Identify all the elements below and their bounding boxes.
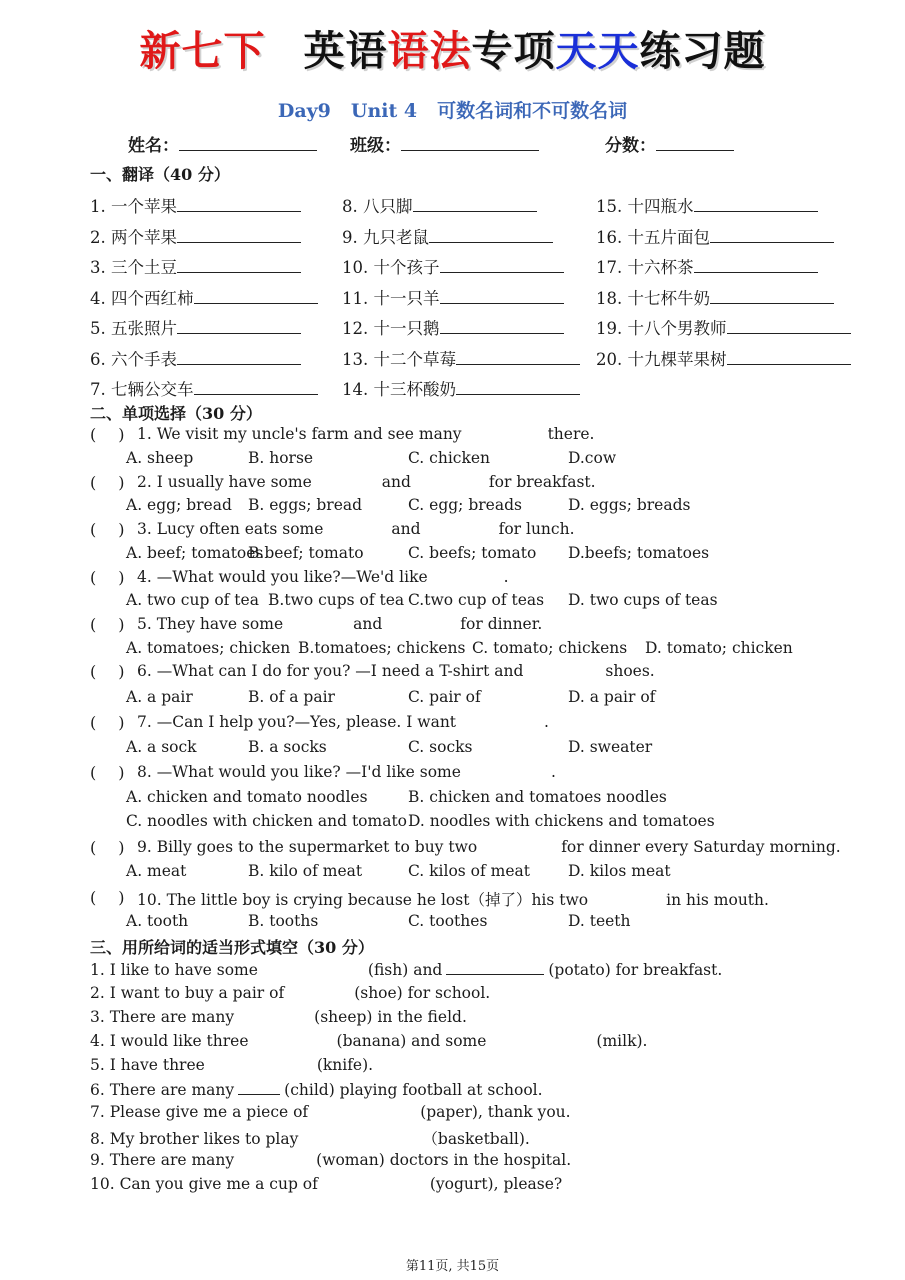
score-label: 分数： bbox=[605, 136, 656, 156]
fill-blank[interactable] bbox=[446, 960, 544, 975]
translation-prompt: 14. 十三杯酸奶 bbox=[342, 380, 456, 399]
fill-text: (sheep) in the field. bbox=[314, 1007, 467, 1026]
fill-text: (yogurt), please? bbox=[429, 1175, 563, 1194]
choice-option[interactable]: B.two cups of tea bbox=[268, 591, 405, 609]
answer-bracket[interactable] bbox=[90, 763, 125, 782]
bracket-close: ) bbox=[118, 520, 125, 539]
choice-option[interactable]: D. tomato; chicken bbox=[645, 639, 793, 657]
translation-prompt: 18. 十七杯牛奶 bbox=[596, 288, 710, 308]
bracket-open: ( bbox=[90, 425, 97, 444]
stem-text: for breakfast. bbox=[488, 473, 596, 491]
class-label: 班级： bbox=[350, 136, 401, 156]
fill-text: (milk). bbox=[596, 1031, 648, 1050]
stem-text: . bbox=[544, 713, 549, 731]
stem-text: 4. —What would you like?—We'd like bbox=[137, 568, 428, 586]
choice-option[interactable]: C. egg; breads bbox=[408, 496, 522, 514]
bracket-close: ) bbox=[118, 888, 125, 907]
answer-blank[interactable] bbox=[694, 257, 818, 273]
subtitle-topic: 可数名词和不可数名词 bbox=[437, 100, 628, 122]
question-stem bbox=[137, 473, 596, 491]
subtitle-day: Day9 bbox=[277, 100, 331, 122]
choice-option[interactable]: D. sweater bbox=[568, 738, 653, 756]
fill-text: 1. I like to have some bbox=[90, 961, 258, 979]
fill-text: (woman) doctors in the hospital. bbox=[316, 1151, 572, 1170]
choice-option[interactable]: D. eggs; breads bbox=[568, 496, 691, 514]
choice-option[interactable]: D.beefs; tomatoes bbox=[568, 544, 710, 562]
choice-option[interactable]: B. of a pair bbox=[248, 688, 335, 706]
answer-blank[interactable] bbox=[177, 349, 301, 365]
translation-prompt: 17. 十六杯茶 bbox=[596, 258, 694, 277]
bracket-close: ) bbox=[118, 838, 125, 857]
translation-item bbox=[596, 346, 851, 370]
fill-item bbox=[90, 1175, 562, 1193]
choice-option[interactable]: D. teeth bbox=[568, 912, 631, 930]
fill-text: 4. I would like three bbox=[90, 1031, 249, 1050]
translation-prompt: 20. 十九棵苹果树 bbox=[596, 349, 727, 369]
stem-text: there. bbox=[547, 425, 595, 443]
translation-item bbox=[596, 193, 818, 217]
translation-item bbox=[90, 224, 301, 248]
answer-bracket[interactable] bbox=[90, 888, 125, 907]
answer-blank[interactable] bbox=[440, 288, 564, 304]
choice-option[interactable]: A. egg; bread bbox=[126, 496, 232, 514]
fill-text: (knife). bbox=[316, 1055, 374, 1074]
fill-text: (potato) for breakfast. bbox=[548, 961, 723, 979]
answer-blank[interactable] bbox=[413, 196, 537, 212]
translation-prompt: 11. 十一只羊 bbox=[342, 288, 440, 308]
stem-text: for dinner every Saturday morning. bbox=[561, 838, 841, 856]
translation-prompt: 8. 八只脚 bbox=[342, 197, 413, 216]
bracket-open: ( bbox=[90, 713, 97, 732]
bracket-open: ( bbox=[90, 568, 97, 587]
fill-item bbox=[90, 1151, 571, 1169]
translation-prompt: 13. 十二个草莓 bbox=[342, 349, 456, 369]
translation-prompt: 9. 九只老鼠 bbox=[342, 227, 429, 247]
fill-text: (shoe) for school. bbox=[354, 983, 491, 1002]
choice-option[interactable]: A. two cup of tea bbox=[126, 591, 259, 609]
stem-text: 8. —What would you like? —I'd like some bbox=[137, 763, 461, 781]
choice-option[interactable]: B.tomatoes; chickens bbox=[298, 639, 466, 657]
name-label: 姓名： bbox=[128, 136, 179, 156]
choice-option[interactable]: C. toothes bbox=[408, 912, 488, 930]
stem-text: for lunch. bbox=[498, 520, 575, 538]
stem-text: 10. The little boy is crying because he lost（掉了）his two bbox=[137, 891, 589, 909]
choice-option[interactable]: C. noodles with chicken and tomato bbox=[126, 812, 408, 830]
answer-blank[interactable] bbox=[710, 227, 834, 243]
answer-bracket[interactable] bbox=[90, 425, 125, 444]
translation-prompt: 3. 三个土豆 bbox=[90, 258, 177, 277]
fill-item bbox=[90, 984, 490, 1002]
stem-text: 7. —Can I help you?—Yes, please. I want bbox=[137, 713, 457, 731]
choice-option[interactable]: D. noodles with chickens and tomatoes bbox=[408, 812, 715, 830]
translation-item bbox=[90, 193, 301, 217]
choice-option[interactable]: C. kilos of meat bbox=[408, 862, 531, 880]
answer-blank[interactable] bbox=[429, 227, 553, 243]
fill-blank[interactable] bbox=[234, 1151, 316, 1165]
bracket-open: ( bbox=[90, 662, 97, 681]
bracket-open: ( bbox=[90, 888, 97, 907]
fill-item bbox=[90, 1008, 467, 1026]
choice-option[interactable]: C.two cup of teas bbox=[408, 591, 545, 609]
fill-item bbox=[90, 1103, 571, 1121]
fill-text: （basketball). bbox=[422, 1130, 530, 1149]
answer-bracket[interactable] bbox=[90, 615, 125, 634]
translation-item bbox=[342, 315, 564, 339]
translation-item bbox=[90, 315, 301, 339]
fill-blank[interactable] bbox=[238, 1080, 280, 1095]
choice-option[interactable]: A. chicken and tomato noodles bbox=[126, 788, 368, 806]
translation-item bbox=[342, 193, 537, 217]
stem-text: shoes. bbox=[605, 662, 655, 680]
choice-option[interactable]: A. sheep bbox=[126, 449, 194, 467]
fill-item bbox=[90, 960, 722, 979]
question-stem bbox=[137, 763, 556, 781]
answer-bracket[interactable] bbox=[90, 838, 125, 857]
page-number: 第11页, 共15页 bbox=[405, 1259, 500, 1274]
answer-blank[interactable] bbox=[194, 379, 318, 395]
question-stem bbox=[137, 568, 509, 586]
translation-item bbox=[90, 285, 318, 309]
fill-text: (child) playing football at school. bbox=[284, 1080, 543, 1099]
answer-blank[interactable] bbox=[710, 288, 834, 304]
choice-option[interactable]: A. a sock bbox=[126, 738, 197, 756]
choice-option[interactable]: A. tooth bbox=[126, 912, 189, 930]
bracket-open: ( bbox=[90, 615, 97, 634]
translation-prompt: 6. 六个手表 bbox=[90, 349, 177, 369]
translation-prompt: 16. 十五片面包 bbox=[596, 227, 710, 247]
bracket-close: ) bbox=[118, 473, 125, 492]
fill-blank[interactable] bbox=[234, 1008, 314, 1022]
question-stem bbox=[137, 888, 769, 910]
question-stem bbox=[137, 713, 549, 731]
stem-text: in his mouth. bbox=[666, 891, 769, 909]
question-stem bbox=[137, 520, 575, 538]
translation-item bbox=[90, 254, 301, 278]
translation-prompt: 7. 七辆公交车 bbox=[90, 380, 194, 399]
choice-option[interactable]: D. kilos meat bbox=[568, 862, 671, 880]
bracket-close: ) bbox=[118, 568, 125, 587]
translation-item bbox=[90, 346, 301, 370]
section-fill-heading: 三、用所给词的适当形式填空（30 分） bbox=[90, 938, 374, 957]
page-subtitle bbox=[0, 96, 905, 123]
fill-blank[interactable] bbox=[258, 961, 368, 975]
fill-item bbox=[90, 1056, 373, 1074]
bracket-close: ) bbox=[118, 615, 125, 634]
banner-daily: 天天 bbox=[555, 27, 640, 75]
choice-option[interactable]: A. beef; tomatoes bbox=[126, 544, 264, 562]
choice-option[interactable]: B. chicken and tomatoes noodles bbox=[408, 788, 667, 806]
translation-item bbox=[342, 346, 580, 370]
fill-blank[interactable] bbox=[308, 1103, 420, 1117]
banner-special: 专项 bbox=[471, 27, 556, 75]
fill-text: 2. I want to buy a pair of bbox=[90, 983, 285, 1002]
stem-text: for dinner. bbox=[460, 615, 543, 633]
bracket-close: ) bbox=[118, 763, 125, 782]
choice-option[interactable]: B. a socks bbox=[248, 738, 327, 756]
stem-text: 1. We visit my uncle's farm and see many bbox=[137, 425, 462, 443]
translation-prompt: 4. 四个西红柿 bbox=[90, 288, 194, 308]
stem-text: 3. Lucy often eats some bbox=[137, 520, 324, 538]
answer-bracket[interactable] bbox=[90, 520, 125, 539]
stem-text: 2. I usually have some bbox=[137, 473, 312, 491]
choice-option[interactable]: B.beef; tomato bbox=[248, 544, 364, 562]
choice-option[interactable]: C. beefs; tomato bbox=[408, 544, 537, 562]
stem-text: 5. They have some bbox=[137, 615, 284, 633]
answer-bracket[interactable] bbox=[90, 473, 125, 492]
subtitle-unit: Unit 4 bbox=[350, 100, 418, 122]
stem-text: 9. Billy goes to the supermarket to buy two bbox=[137, 838, 478, 856]
answer-blank[interactable] bbox=[456, 379, 580, 395]
stem-text: and bbox=[391, 520, 421, 538]
stem-text: . bbox=[503, 568, 509, 586]
translation-item bbox=[596, 285, 834, 309]
answer-blank[interactable] bbox=[694, 196, 818, 212]
choice-option[interactable]: A. tomatoes; chicken bbox=[126, 639, 291, 657]
answer-blank[interactable] bbox=[456, 349, 580, 365]
fill-text: 5. I have three bbox=[90, 1055, 205, 1074]
choice-option[interactable]: D. two cups of teas bbox=[568, 591, 718, 609]
translation-prompt: 19. 十八个男教师 bbox=[596, 319, 727, 338]
fill-text: 7. Please give me a piece of bbox=[90, 1103, 309, 1122]
choice-option[interactable]: C. pair of bbox=[408, 688, 481, 706]
question-stem bbox=[137, 615, 542, 633]
translation-item bbox=[596, 254, 818, 278]
fill-text: 8. My brother likes to play bbox=[90, 1130, 299, 1149]
stem-text: and bbox=[381, 473, 411, 491]
fill-item bbox=[90, 1080, 543, 1099]
translation-prompt: 15. 十四瓶水 bbox=[596, 197, 694, 216]
banner-exercises: 练习题 bbox=[639, 27, 766, 75]
translation-prompt: 2. 两个苹果 bbox=[90, 227, 177, 247]
fill-item bbox=[90, 1127, 530, 1149]
translation-item bbox=[596, 315, 851, 339]
fill-blank[interactable] bbox=[486, 1032, 596, 1046]
choice-option[interactable]: C. tomato; chickens bbox=[472, 639, 628, 657]
translation-item bbox=[342, 285, 564, 309]
bracket-close: ) bbox=[118, 662, 125, 681]
class-field[interactable] bbox=[350, 131, 539, 156]
fill-text: (fish) and bbox=[367, 961, 443, 979]
choice-option[interactable]: B. eggs; bread bbox=[248, 496, 363, 514]
fill-blank[interactable] bbox=[318, 1175, 430, 1189]
bracket-open: ( bbox=[90, 838, 97, 857]
fill-text: 9. There are many bbox=[90, 1151, 235, 1170]
fill-blank[interactable] bbox=[284, 984, 354, 998]
fill-blank[interactable] bbox=[205, 1056, 317, 1070]
answer-blank[interactable] bbox=[177, 196, 301, 212]
answer-blank[interactable] bbox=[727, 349, 851, 365]
banner-english: 英语 bbox=[303, 27, 388, 75]
bracket-close: ) bbox=[118, 425, 125, 444]
page-banner bbox=[0, 20, 905, 82]
fill-text: 6. There are many bbox=[90, 1080, 235, 1099]
fill-item bbox=[90, 1032, 647, 1050]
answer-blank[interactable] bbox=[727, 318, 851, 334]
translation-item bbox=[342, 376, 580, 400]
choice-option[interactable]: B. tooths bbox=[248, 912, 319, 930]
answer-blank[interactable] bbox=[440, 318, 564, 334]
translation-prompt: 10. 十个孩子 bbox=[342, 258, 440, 277]
answer-blank[interactable] bbox=[177, 257, 301, 273]
choice-option[interactable]: B. horse bbox=[248, 449, 314, 467]
fill-text: (banana) and some bbox=[336, 1031, 487, 1050]
fill-blank[interactable] bbox=[298, 1130, 422, 1144]
section-translation-heading: 一、翻译（40 分） bbox=[90, 165, 230, 184]
choice-option[interactable]: B. kilo of meat bbox=[248, 862, 363, 880]
translation-prompt: 12. 十一只鹅 bbox=[342, 319, 440, 338]
translation-item bbox=[342, 224, 553, 248]
question-stem bbox=[137, 425, 594, 443]
answer-blank[interactable] bbox=[194, 288, 318, 304]
translation-item bbox=[596, 224, 834, 248]
section-choice-heading: 二、单项选择（30 分） bbox=[90, 404, 262, 423]
banner-grade: 新七下 bbox=[139, 27, 266, 75]
choice-option[interactable]: D. a pair of bbox=[568, 688, 656, 706]
name-field[interactable] bbox=[128, 131, 317, 156]
choice-option[interactable]: C. socks bbox=[408, 738, 473, 756]
bracket-open: ( bbox=[90, 763, 97, 782]
choice-option[interactable]: A. meat bbox=[126, 862, 187, 880]
banner-grammar: 语法 bbox=[387, 27, 472, 75]
answer-blank[interactable] bbox=[177, 318, 301, 334]
translation-item bbox=[90, 376, 318, 400]
bracket-open: ( bbox=[90, 520, 97, 539]
stem-text: 6. —What can I do for you? —I need a T-shirt and bbox=[137, 662, 524, 680]
answer-bracket[interactable] bbox=[90, 662, 125, 681]
choice-option[interactable]: A. a pair bbox=[126, 688, 193, 706]
bracket-open: ( bbox=[90, 473, 97, 492]
question-stem bbox=[137, 838, 841, 856]
stem-text: . bbox=[550, 763, 556, 781]
answer-bracket[interactable] bbox=[90, 713, 125, 732]
fill-blank[interactable] bbox=[249, 1032, 337, 1046]
answer-blank[interactable] bbox=[440, 257, 564, 273]
stem-text: and bbox=[353, 615, 383, 633]
fill-text: (paper), thank you. bbox=[420, 1103, 571, 1122]
translation-item bbox=[342, 254, 564, 278]
fill-text: 3. There are many bbox=[90, 1007, 235, 1026]
bracket-close: ) bbox=[118, 713, 125, 732]
translation-prompt: 5. 五张照片 bbox=[90, 319, 177, 338]
choice-option[interactable]: D.cow bbox=[568, 449, 617, 467]
answer-bracket[interactable] bbox=[90, 568, 125, 587]
fill-text: 10. Can you give me a cup of bbox=[90, 1175, 318, 1194]
choice-option[interactable]: C. chicken bbox=[408, 449, 491, 467]
score-field[interactable] bbox=[605, 131, 734, 156]
translation-prompt: 1. 一个苹果 bbox=[90, 197, 177, 216]
answer-blank[interactable] bbox=[177, 227, 301, 243]
question-stem bbox=[137, 662, 655, 680]
